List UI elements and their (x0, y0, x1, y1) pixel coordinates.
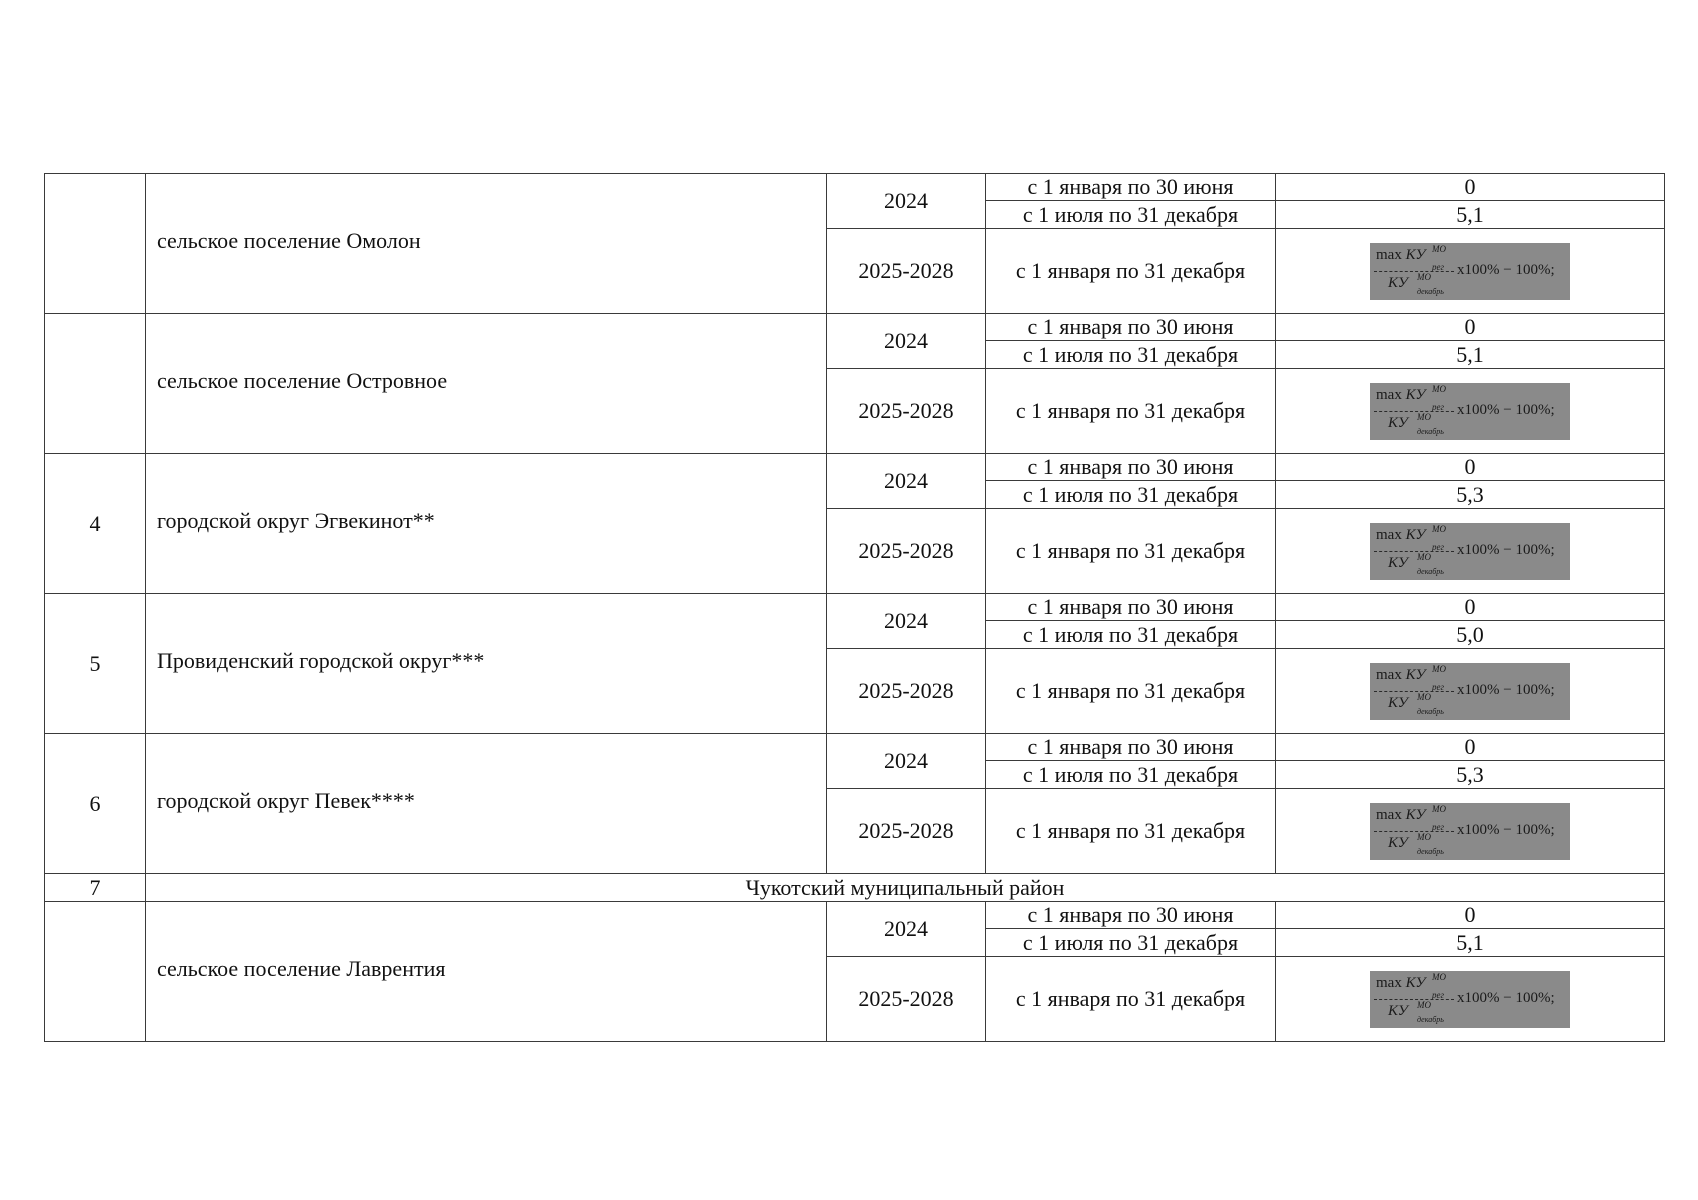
municipality-name: сельское поселение Островное (146, 314, 827, 454)
value-cell: 0 (1276, 174, 1665, 201)
value-cell: 0 (1276, 734, 1665, 761)
table-row (45, 874, 1665, 902)
value-cell: 5,3 (1276, 481, 1665, 509)
municipality-name: Провиденский городской округ*** (146, 594, 827, 734)
period-cell: с 1 июля по 31 декабря (986, 761, 1276, 789)
value-cell: 0 (1276, 454, 1665, 481)
year-cell: 2025-2028 (827, 957, 986, 1042)
row-number (45, 314, 146, 454)
formula-image: max КУ МО рег КУ МО декабрь х100% − 100%; (1370, 971, 1570, 1028)
period-cell: с 1 января по 31 декабря (986, 649, 1276, 734)
year-cell: 2025-2028 (827, 649, 986, 734)
municipality-name: городской округ Певек**** (146, 734, 827, 874)
row-number (45, 174, 146, 314)
row-number (45, 902, 146, 1042)
value-cell: 5,0 (1276, 621, 1665, 649)
formula-image: max КУ МО рег КУ МО декабрь х100% − 100%; (1370, 383, 1570, 440)
municipality-name: сельское поселение Омолон (146, 174, 827, 314)
period-cell: с 1 июля по 31 декабря (986, 481, 1276, 509)
row-number: 5 (45, 594, 146, 734)
value-cell: 0 (1276, 314, 1665, 341)
tariff-table (44, 173, 1665, 1042)
formula-cell (1276, 229, 1665, 314)
period-cell: с 1 января по 31 декабря (986, 789, 1276, 874)
period-cell: с 1 января по 30 июня (986, 174, 1276, 201)
period-cell: с 1 января по 30 июня (986, 314, 1276, 341)
formula-cell (1276, 509, 1665, 594)
year-cell: 2024 (827, 902, 986, 957)
table-row (45, 734, 1665, 761)
period-cell: с 1 января по 30 июня (986, 902, 1276, 929)
district-name: Чукотский муниципальный район (146, 874, 1665, 902)
year-cell: 2024 (827, 594, 986, 649)
table-row (45, 902, 1665, 929)
value-cell: 0 (1276, 594, 1665, 621)
year-cell: 2024 (827, 314, 986, 369)
value-cell: 5,1 (1276, 341, 1665, 369)
period-cell: с 1 июля по 31 декабря (986, 341, 1276, 369)
table-row (45, 314, 1665, 341)
formula-image: max КУ МО рег КУ МО декабрь х100% − 100%; (1370, 243, 1570, 300)
formula-image: max КУ МО рег КУ МО декабрь х100% − 100%; (1370, 803, 1570, 860)
year-cell: 2025-2028 (827, 789, 986, 874)
row-number: 4 (45, 454, 146, 594)
value-cell: 0 (1276, 902, 1665, 929)
year-cell: 2024 (827, 454, 986, 509)
table-row (45, 594, 1665, 621)
year-cell: 2025-2028 (827, 229, 986, 314)
formula-cell (1276, 789, 1665, 874)
municipality-name: городской округ Эгвекинот** (146, 454, 827, 594)
period-cell: с 1 января по 30 июня (986, 594, 1276, 621)
period-cell: с 1 января по 31 декабря (986, 957, 1276, 1042)
period-cell: с 1 января по 30 июня (986, 454, 1276, 481)
period-cell: с 1 января по 31 декабря (986, 369, 1276, 454)
period-cell: с 1 июля по 31 декабря (986, 201, 1276, 229)
municipality-name: сельское поселение Лаврентия (146, 902, 827, 1042)
year-cell: 2025-2028 (827, 369, 986, 454)
table-row (45, 174, 1665, 201)
formula-image: max КУ МО рег КУ МО декабрь х100% − 100%; (1370, 663, 1570, 720)
formula-image: max КУ МО рег КУ МО декабрь х100% − 100%; (1370, 523, 1570, 580)
row-number: 6 (45, 734, 146, 874)
formula-cell (1276, 649, 1665, 734)
year-cell: 2024 (827, 174, 986, 229)
formula-cell (1276, 369, 1665, 454)
value-cell: 5,1 (1276, 929, 1665, 957)
period-cell: с 1 июля по 31 декабря (986, 621, 1276, 649)
year-cell: 2025-2028 (827, 509, 986, 594)
value-cell: 5,1 (1276, 201, 1665, 229)
period-cell: с 1 июля по 31 декабря (986, 929, 1276, 957)
period-cell: с 1 января по 31 декабря (986, 509, 1276, 594)
value-cell: 5,3 (1276, 761, 1665, 789)
formula-cell (1276, 957, 1665, 1042)
period-cell: с 1 января по 30 июня (986, 734, 1276, 761)
year-cell: 2024 (827, 734, 986, 789)
table-row (45, 454, 1665, 481)
period-cell: с 1 января по 31 декабря (986, 229, 1276, 314)
row-number: 7 (45, 874, 146, 902)
tariff-table-body (45, 174, 1665, 1042)
